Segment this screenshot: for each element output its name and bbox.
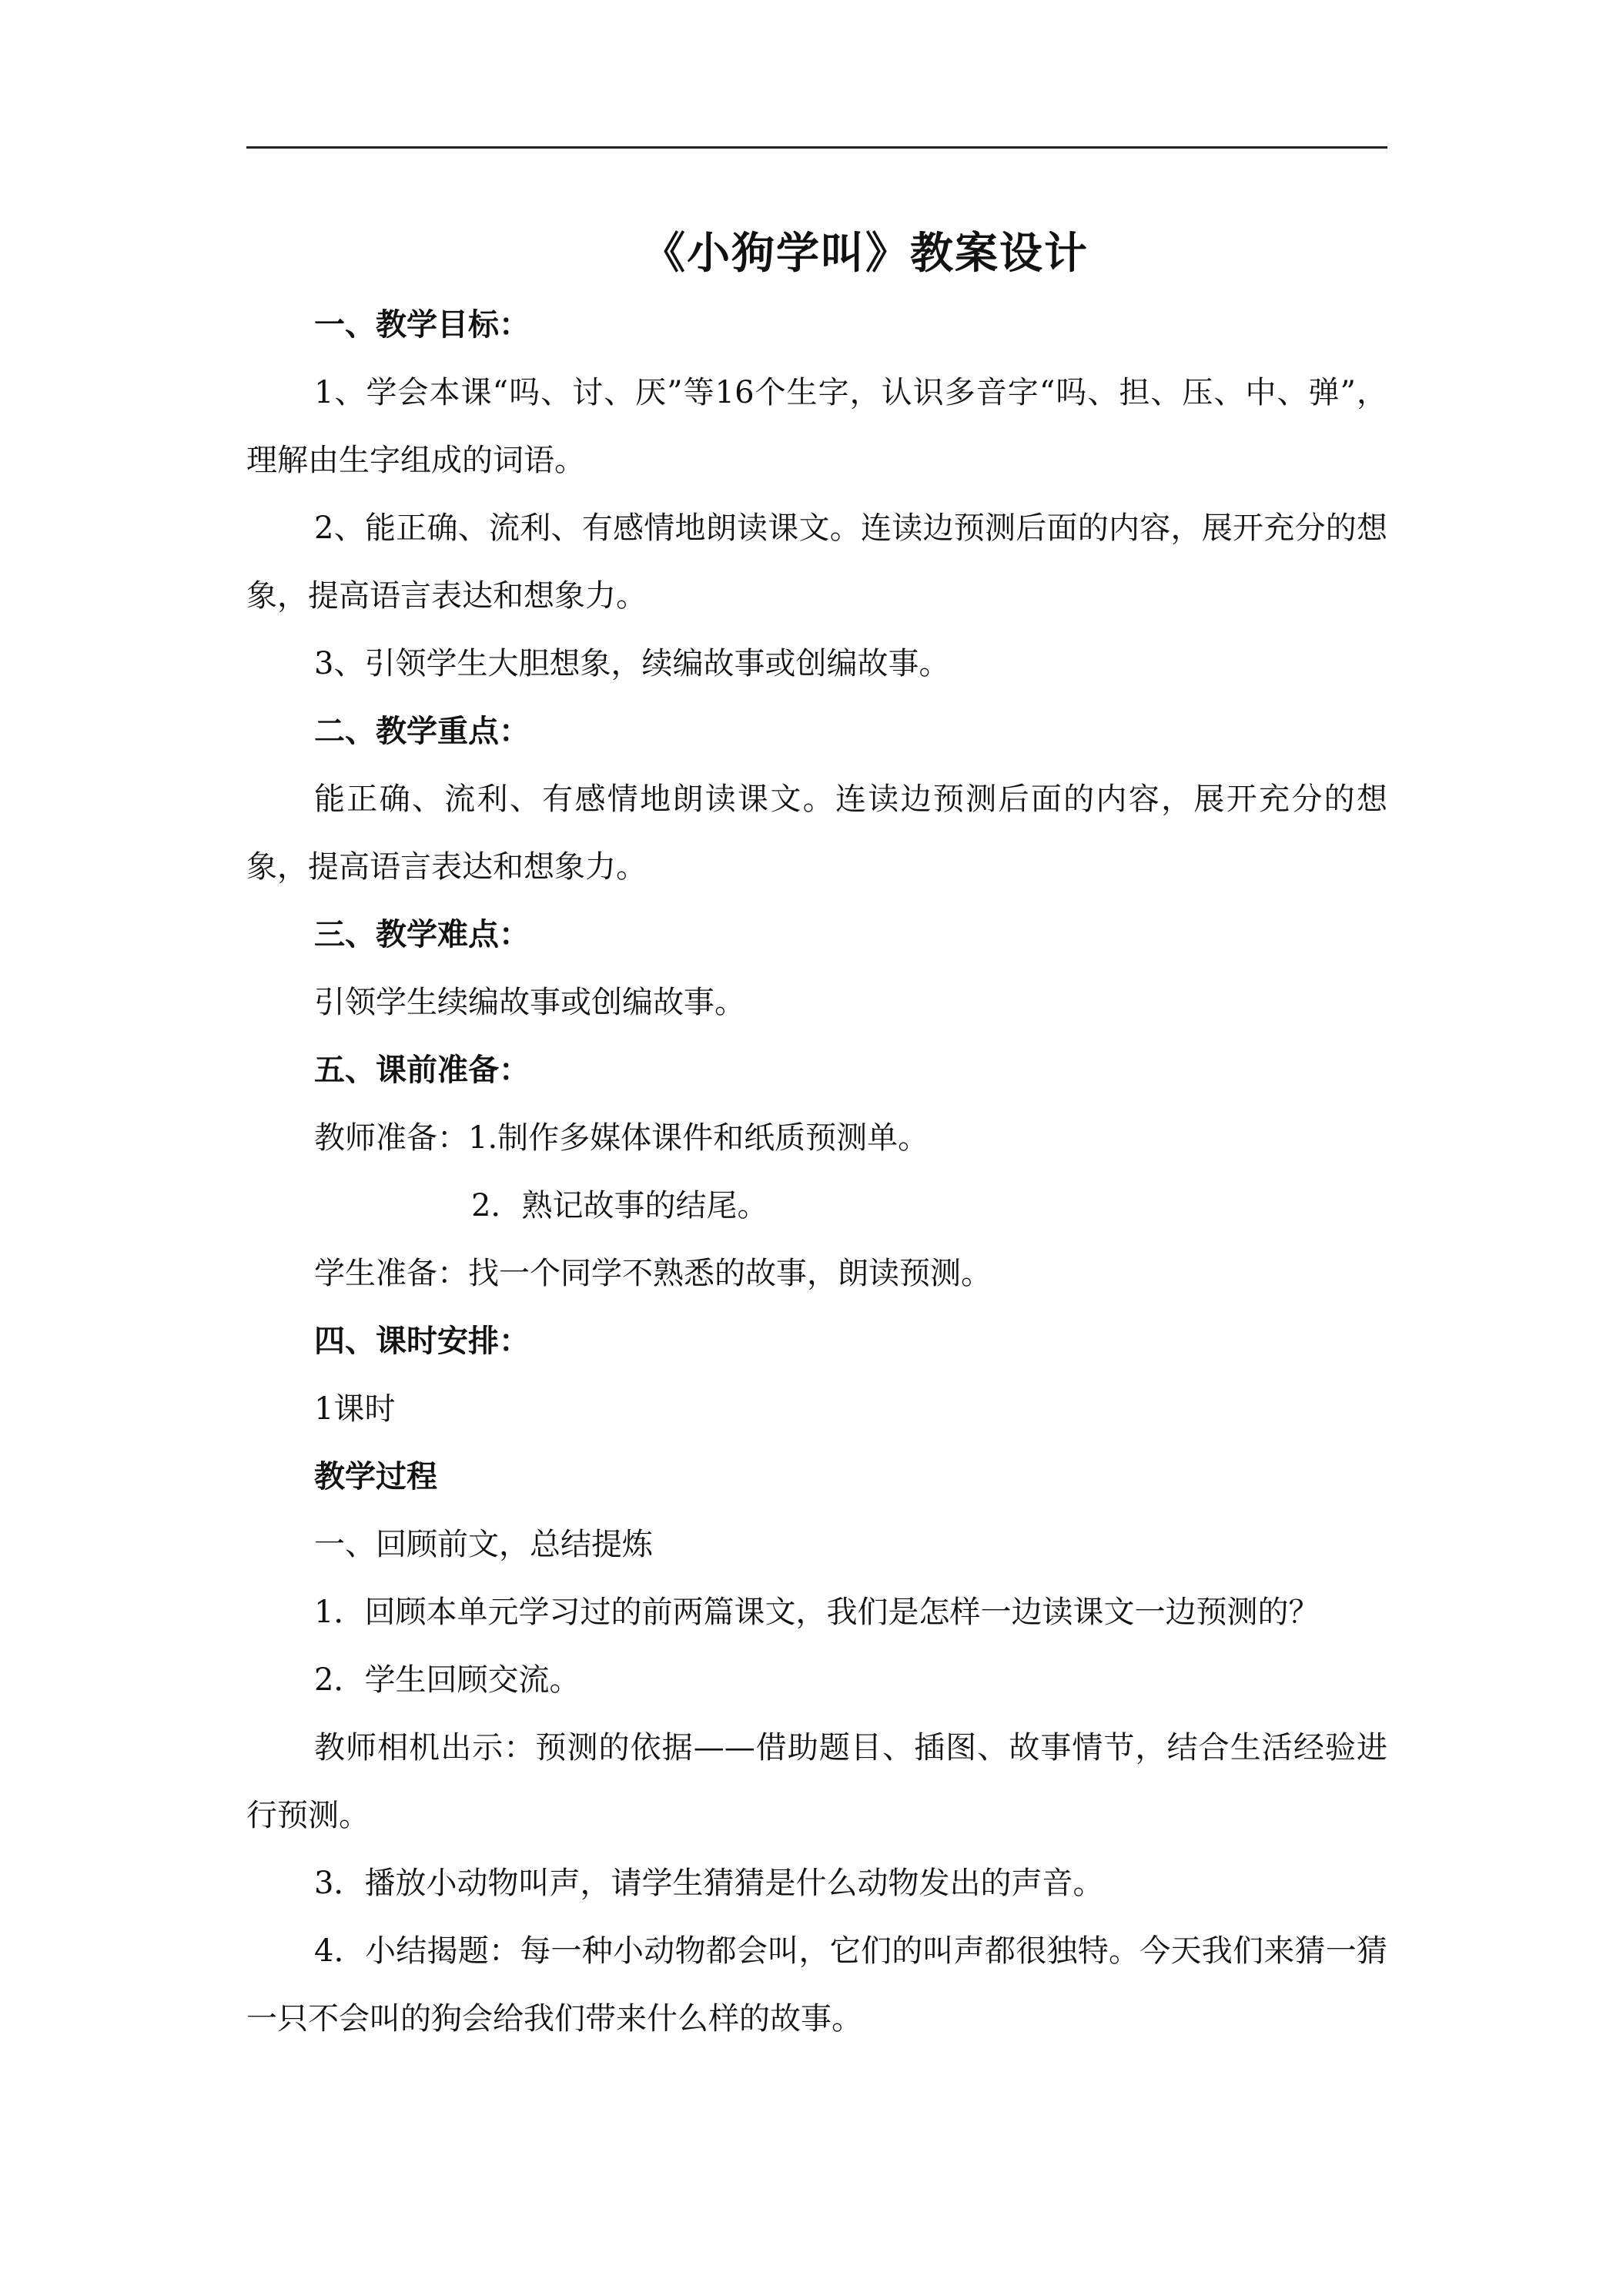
paragraph: 1．回顾本单元学习过的前两篇课文，我们是怎样一边读课文一边预测的？: [314, 1595, 1320, 1630]
paragraph: 4．小结揭题：每一种小动物都会叫，它们的叫声都很独特。今天我们来猜一猜一只不会叫的狗会给我们带来什么样的故事。: [246, 1933, 1387, 2037]
paragraph: 学生准备：找一个同学不熟悉的故事，朗读预测。: [314, 1256, 992, 1291]
paragraph: 教师准备：1.制作多媒体课件和纸质预测单。: [314, 1120, 929, 1156]
paragraph: 一、回顾前文，总结提炼: [314, 1527, 653, 1562]
paragraph: 教师相机出示：预测的依据——借助题目、插图、故事情节，结合生活经验进行预测。: [246, 1730, 1387, 1833]
section-heading-schedule: 四、课时安排：: [314, 1323, 530, 1359]
section-heading-difficulties: 三、教学难点：: [314, 916, 530, 952]
paragraph: 引领学生续编故事或创编故事。: [314, 985, 745, 1020]
header-rule: [246, 146, 1387, 149]
paragraph: 3、引领学生大胆想象，续编故事或创编故事。: [314, 646, 950, 681]
paragraph: 1、学会本课“吗、讨、厌”等16个生字，认识多音字“吗、担、压、中、弹”，理解由生字组成的词语。: [246, 375, 1387, 478]
paragraph: 能正确、流利、有感情地朗读课文。连读边预测后面的内容，展开充分的想象，提高语言表达和想象力。: [246, 782, 1387, 885]
paragraph-indented: 2．熟记故事的结尾。: [471, 1188, 768, 1223]
section-heading-preparation: 五、课前准备：: [314, 1052, 530, 1088]
section-heading-process: 教学过程: [314, 1458, 437, 1494]
paragraph: 2、能正确、流利、有感情地朗读课文。连读边预测后面的内容，展开充分的想象，提高语言表达和想象力。: [246, 510, 1387, 614]
document-title: 《小狗学叫》教案设计: [642, 228, 1089, 279]
document-body: [246, 291, 1387, 2053]
paragraph: 1课时: [314, 1391, 396, 1427]
paragraph: 2．学生回顾交流。: [314, 1662, 581, 1698]
section-heading-key-points: 二、教学重点：: [314, 713, 530, 749]
paragraph: 3．播放小动物叫声，请学生猜猜是什么动物发出的声音。: [314, 1866, 1104, 1901]
section-heading-objectives: 一、教学目标：: [314, 306, 530, 343]
